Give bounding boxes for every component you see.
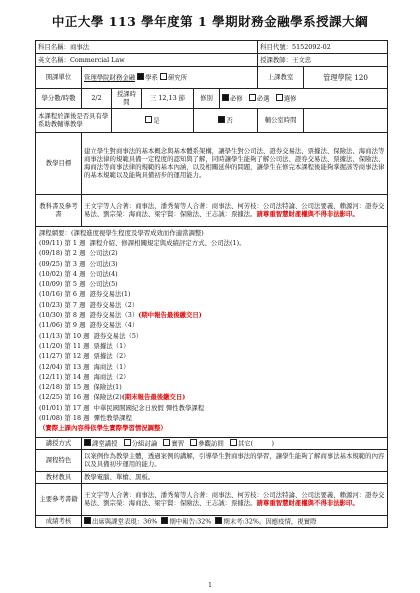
objective-label: 教學目標 bbox=[36, 132, 82, 194]
schedule-week-number: 第 9 週 bbox=[64, 321, 86, 330]
schedule-week-row bbox=[39, 404, 384, 414]
schedule-week-row bbox=[39, 373, 384, 383]
schedule-week-number: 第 8 週 bbox=[64, 311, 86, 320]
schedule-week-number: 第 6 週 bbox=[64, 290, 86, 299]
inst-label: 研究所 bbox=[168, 73, 188, 82]
schedule-week-number: 第 11 週 bbox=[64, 341, 90, 350]
schedule-week-row bbox=[39, 249, 384, 259]
time-label: 授課時間 bbox=[112, 89, 142, 109]
course-code: 5152092-02 bbox=[292, 42, 331, 51]
method-label: 參觀訪問 bbox=[198, 439, 224, 448]
schedule-week-number: 第 5 週 bbox=[64, 280, 86, 289]
methods-options bbox=[82, 437, 388, 449]
schedule-week-topic: 海商法（1） bbox=[93, 362, 130, 371]
tutor-yes-label: 是 bbox=[153, 116, 160, 125]
schedule-week-number: 第 15 週 bbox=[64, 383, 90, 392]
schedule-week-date: (12/11) bbox=[39, 372, 63, 381]
schedule-week-number: 第 13 週 bbox=[64, 362, 90, 371]
method-label: 課堂講授 bbox=[92, 439, 118, 448]
course-code-cell bbox=[258, 41, 388, 54]
schedule-week-date: (09/25) bbox=[39, 259, 63, 268]
schedule-week-date: (10/16) bbox=[39, 290, 63, 299]
schedule-week-number: 第 17 週 bbox=[64, 403, 90, 412]
textbook-copyright-warning: 請尊重智慧財產權與不得非法影印。 bbox=[256, 210, 359, 219]
schedule-week-date: (09/18) bbox=[39, 249, 63, 258]
office-hours-label: 輔公室時間 bbox=[258, 108, 304, 132]
schedule-week-row bbox=[39, 332, 384, 342]
english-name: Commercial Law bbox=[69, 55, 125, 64]
syllabus-table bbox=[35, 40, 388, 528]
classroom: 管理學院 120 bbox=[304, 67, 388, 89]
grading-checkbox bbox=[161, 517, 168, 524]
grading-item: 出席與課堂表現：36% bbox=[92, 517, 158, 526]
schedule-week-number: 第 14 週 bbox=[64, 372, 90, 381]
schedule-week-date: (09/11) bbox=[39, 238, 63, 247]
schedule-week-note: (期末報告最後繳交日) bbox=[121, 393, 186, 402]
schedule-week-note: (期中報告最後繳交日) bbox=[138, 311, 202, 320]
schedule-week-row bbox=[39, 260, 384, 270]
schedule-week-topic: 證券交易法（4） bbox=[89, 321, 139, 330]
schedule-week-date: (12/18) bbox=[39, 383, 63, 392]
textbook-text: 王文宇等人合著：商事法、潘秀菊等人合著：商事法、柯芳枝：公司法特論、公司法要義、賴源河：證券交易法、劉宗榮：海商法、梁宇賢：保險法、王志誠：票據法。 bbox=[84, 201, 385, 219]
refs-text: 王文宇等人合著：商事法、潘秀菊等人合著：商事法、柯芳枝：公司法特論、公司法要義、賴源河：證券交易法、劉宗榮：海商法、梁宇賢：保險法、王志誠：票據法。 bbox=[84, 490, 385, 508]
schedule-week-date: (10/23) bbox=[39, 300, 63, 309]
tutor-yes-checkbox bbox=[145, 116, 152, 123]
schedule-week-number: 第 18 週 bbox=[64, 414, 90, 422]
course-name-label: 科目名稱： bbox=[38, 42, 70, 51]
office-hours bbox=[304, 108, 388, 132]
schedule-footer: （實際上課內容得依學生實際學習情況調整） bbox=[39, 424, 167, 433]
english-name-cell bbox=[36, 54, 258, 67]
schedule-week-number: 第 1 週 bbox=[64, 238, 86, 247]
schedule-week-topic: 保險法(1) bbox=[93, 383, 122, 392]
grading-checkbox bbox=[84, 517, 91, 524]
textbook-cell bbox=[82, 194, 388, 226]
type-label: 修別 bbox=[194, 89, 220, 109]
grading-item: 期末考:32%。因應疫情，視實際 bbox=[223, 517, 317, 526]
schedule-week-date: (12/25) bbox=[39, 393, 63, 402]
schedule-week-topic: 公司法(2) bbox=[89, 249, 118, 258]
schedule-week-topic: 證券交易法（2） bbox=[89, 300, 139, 309]
inst-checkbox bbox=[160, 73, 167, 80]
schedule-week-row bbox=[39, 393, 384, 403]
required-checkbox bbox=[222, 94, 229, 101]
method-label: 實習 bbox=[171, 439, 185, 448]
schedule-week-date: (01/01) bbox=[39, 403, 63, 412]
schedule-week-topic: 公司法(3) bbox=[89, 259, 118, 268]
schedule-week-topic: 海商法（2） bbox=[93, 372, 130, 381]
schedule-week-topic: 票據法（2） bbox=[93, 352, 130, 361]
method-checkbox bbox=[84, 439, 91, 446]
schedule-week-date: (12/04) bbox=[39, 362, 63, 371]
offer-unit-cell bbox=[82, 67, 258, 89]
course-code-label: 科目代號： bbox=[260, 42, 293, 51]
schedule-week-topic: 證券交易法(1) bbox=[89, 290, 131, 299]
schedule-week-date: (11/13) bbox=[39, 331, 63, 340]
grading-checkbox bbox=[215, 517, 222, 524]
method-label: 分組討論 bbox=[131, 439, 158, 448]
refs-cell bbox=[82, 483, 388, 515]
grading-label: 成績考核 bbox=[36, 515, 82, 527]
schedule-week-topic: 證券交易法（3） bbox=[89, 311, 139, 320]
schedule-week-topic: 彈性教學課程 bbox=[93, 414, 132, 422]
class-time: 三 12,13 節 bbox=[142, 89, 194, 109]
schedule-week-date: (01/08) bbox=[39, 414, 63, 422]
tutor-yes-cell bbox=[112, 108, 194, 132]
method-checkbox bbox=[230, 439, 237, 446]
schedule-week-row bbox=[39, 301, 384, 311]
classroom-label: 上課教室 bbox=[258, 67, 304, 89]
schedule-week-number: 第 10 週 bbox=[64, 331, 90, 340]
english-name-label: 英文名稱： bbox=[38, 55, 70, 64]
schedule-week-row bbox=[39, 321, 384, 331]
schedule-week-number: 第 3 週 bbox=[64, 259, 86, 268]
course-name: 商事法 bbox=[69, 42, 90, 51]
schedule-week-topic: 證券交易法（5） bbox=[93, 331, 143, 340]
credit-label: 學分數/時數 bbox=[36, 89, 82, 109]
method-checkbox bbox=[190, 439, 197, 446]
offer-unit: 管理學院財務金融 bbox=[84, 73, 136, 82]
teacher-name: 王文忠 bbox=[292, 55, 312, 64]
schedule-week-topic: 公司法(4) bbox=[89, 269, 118, 278]
materials-text: 教學電腦、單槍、黑板。 bbox=[82, 471, 388, 483]
page-title: 中正大學 113 學年度第 1 學期財務金融學系授課大綱 bbox=[51, 14, 369, 29]
schedule-week-date: (11/20) bbox=[39, 341, 63, 350]
course-name-cell bbox=[36, 41, 258, 54]
required-label: 必修 bbox=[230, 94, 243, 103]
grading-options bbox=[82, 515, 388, 527]
tutor-no-checkbox bbox=[218, 116, 225, 123]
tutor-no-label: 否 bbox=[226, 116, 233, 125]
schedule-week-topic: 票據法（1） bbox=[93, 341, 130, 350]
schedule-week-topic: 保險法(2) bbox=[93, 393, 122, 402]
teacher-label: 授課教師： bbox=[260, 55, 293, 64]
elective-label: 必選 bbox=[256, 94, 270, 103]
method-checkbox bbox=[124, 439, 131, 446]
schedule-week-row bbox=[39, 311, 384, 321]
schedule-week-row bbox=[39, 414, 384, 424]
methods-label: 講授方式 bbox=[36, 437, 82, 449]
schedule-week-number: 第 2 週 bbox=[64, 249, 86, 258]
schedule-week-number: 第 4 週 bbox=[64, 269, 86, 278]
free-elective-label: 選修 bbox=[283, 94, 297, 103]
refs-copyright-warning: 請尊重智慧財產權與不得非法影印。 bbox=[256, 499, 359, 508]
teacher-cell bbox=[258, 54, 388, 67]
page-number: 1 bbox=[208, 582, 212, 589]
method-other-close: ) bbox=[271, 439, 274, 448]
refs-label: 主要參考書籍 bbox=[36, 483, 82, 515]
schedule-week-topic: 中華民國開國紀念日放假 彈性教學課程 bbox=[93, 403, 205, 412]
schedule-week-row bbox=[39, 280, 384, 290]
schedule-week-date: (10/30) bbox=[39, 311, 63, 320]
schedule-week-date: (10/02) bbox=[39, 269, 63, 278]
schedule-week-date: (11/06) bbox=[39, 321, 63, 330]
schedule-week-row bbox=[39, 239, 384, 249]
offer-unit-label: 開課單位 bbox=[36, 67, 82, 89]
schedule-week-date: (10/09) bbox=[39, 280, 63, 289]
schedule-cell bbox=[36, 226, 388, 437]
schedule-week-row bbox=[39, 342, 384, 352]
method-checkbox bbox=[163, 439, 170, 446]
tutor-no-cell bbox=[194, 108, 258, 132]
schedule-header: 課程網要：(課程進度視學生程度及學習成效而作適當調整) bbox=[39, 228, 204, 237]
textbook-label: 教科書及參考書 bbox=[36, 194, 82, 226]
tutor-question: 本課程於課後是否具有學系助教輔導教學 bbox=[36, 108, 112, 132]
dept-label: 學系 bbox=[145, 73, 158, 82]
schedule-week-row bbox=[39, 363, 384, 373]
free-elective-checkbox bbox=[276, 94, 283, 101]
schedule-week-row bbox=[39, 352, 384, 362]
objective-text: 建立學生對商事法的基本概念與基本體系架構，讓學生對公司法、證券交易法、票據法、保險法、海商法等商事法律的規範具備一定程度的認知與了解，同時讓學生能夠了解公司法、證券交易法、票據法、保險法、海商法等商事法律的規範的基本內涵，以及相關延伸的問題，讓學生在修完本課程後能夠掌握該等商事法律的基本規範以及能夠具備初步的運用能力。 bbox=[82, 132, 388, 194]
schedule-week-number: 第 16 週 bbox=[64, 393, 90, 402]
grading-item: 期中報告:32% bbox=[169, 517, 212, 526]
schedule-week-date: (11/27) bbox=[39, 352, 63, 361]
schedule-week-topic: 課程介紹、修課相關規定與成績評定方式、公司法(1)。 bbox=[89, 238, 246, 247]
materials-label: 教材教具 bbox=[36, 471, 82, 483]
credit-value: 2/2 bbox=[82, 89, 112, 109]
schedule-week-topic: 公司法(5) bbox=[89, 280, 118, 289]
elective-checkbox bbox=[249, 94, 256, 101]
features-label: 課程特色 bbox=[36, 449, 82, 471]
dept-checkbox bbox=[137, 73, 144, 80]
schedule-week-row bbox=[39, 270, 384, 280]
schedule-week-row bbox=[39, 290, 384, 300]
schedule-list bbox=[39, 239, 384, 424]
method-label: 其它( bbox=[237, 439, 254, 448]
schedule-week-number: 第 12 週 bbox=[64, 352, 90, 361]
schedule-week-row bbox=[39, 383, 384, 393]
type-options bbox=[220, 89, 388, 109]
schedule-week-number: 第 7 週 bbox=[64, 300, 86, 309]
features-text: 以案例作為教學主體，透過案例的講解，引導學生對商事法的學習，讓學生能夠了解商事法基本規範的內容以及具備初步運用的能力。 bbox=[82, 449, 388, 471]
